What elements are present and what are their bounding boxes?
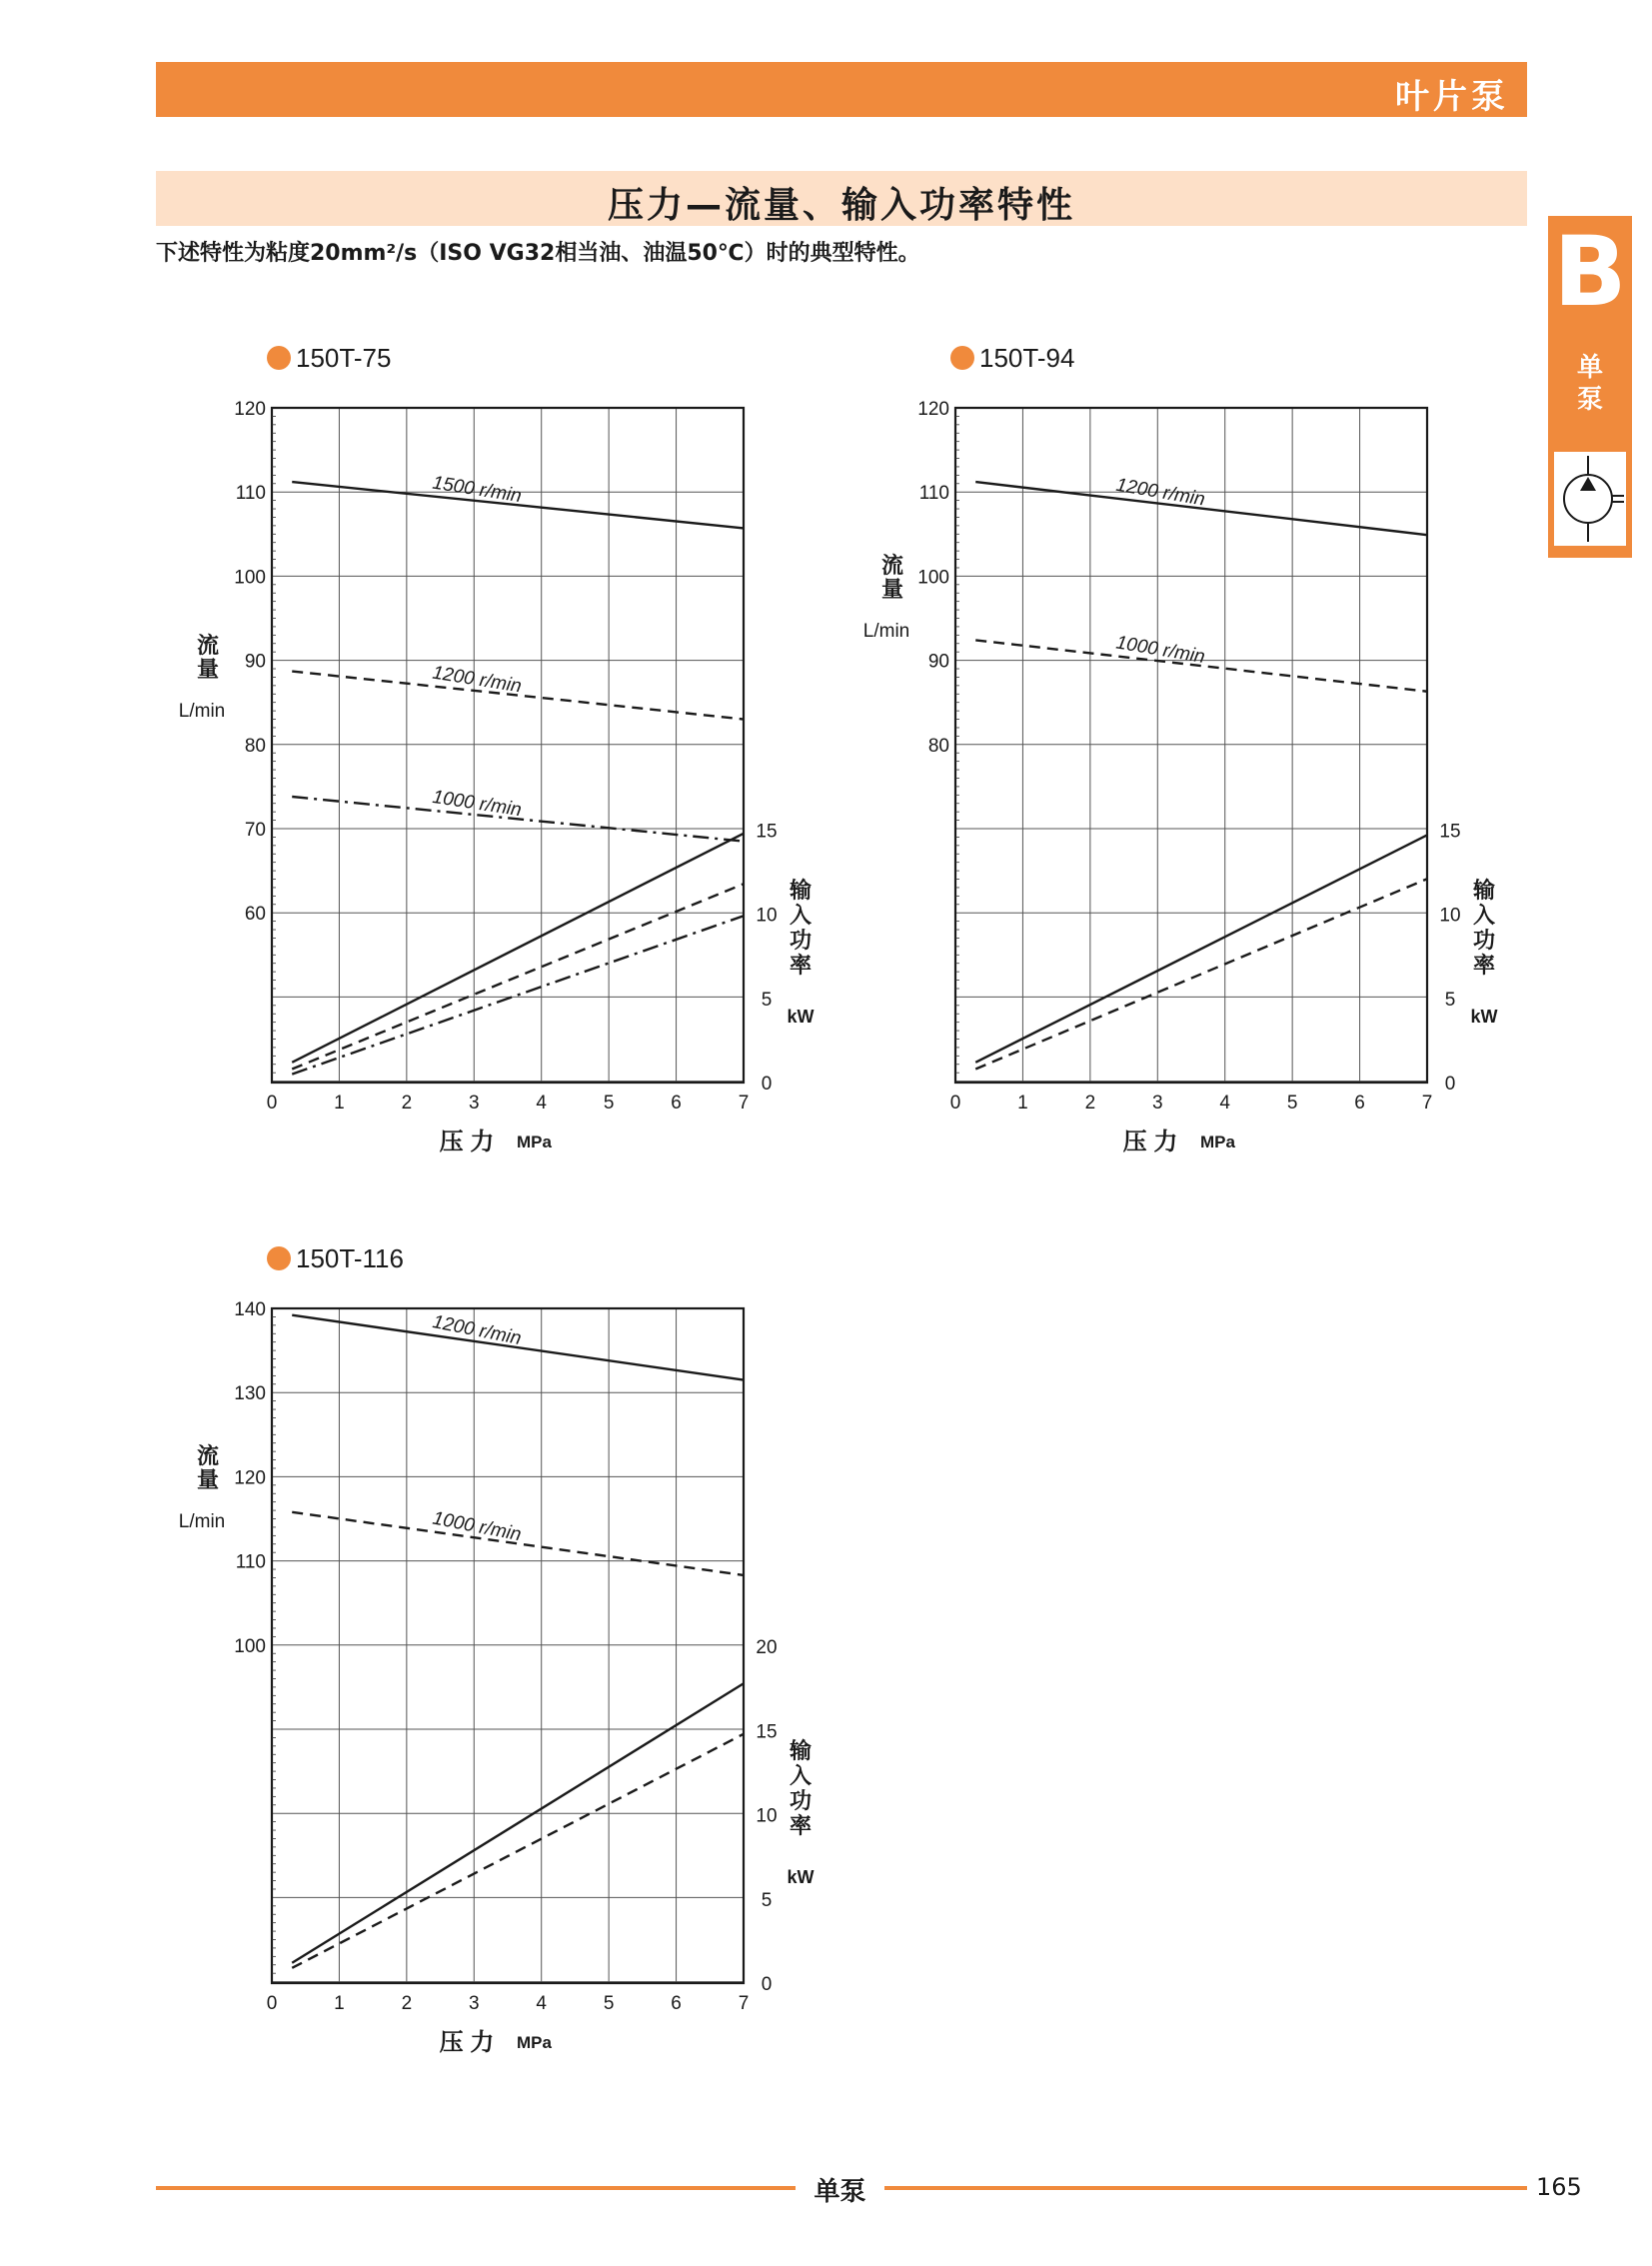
flow-tick-label: 100 bbox=[234, 1635, 266, 1657]
x-tick-label: 5 bbox=[1286, 1093, 1298, 1114]
power-tick-label: 5 bbox=[761, 1889, 773, 1911]
footer-label: 单泵 bbox=[814, 2177, 866, 2207]
x-tick-label: 7 bbox=[1421, 1093, 1433, 1114]
x-tick-label: 1 bbox=[334, 1093, 345, 1114]
x-tick-label: 2 bbox=[401, 1093, 413, 1114]
description: 下述特性为粘度20mm²/s（ISO VG32相当油、油温50℃）时的典型特性。 bbox=[156, 241, 920, 266]
flow-tick-label: 100 bbox=[234, 567, 266, 589]
x-tick-label: 2 bbox=[1084, 1093, 1096, 1114]
page-number: 165 bbox=[1536, 2173, 1582, 2201]
x-tick-label: 0 bbox=[266, 1093, 278, 1114]
flow-axis-unit: L/min bbox=[178, 1511, 226, 1532]
flow-tick-label: 110 bbox=[918, 483, 949, 505]
side-tab-label-line2: 泵 bbox=[1576, 385, 1603, 415]
x-tick-label: 3 bbox=[468, 1993, 480, 2014]
title-bullet-icon bbox=[267, 1246, 291, 1270]
plot-frame bbox=[272, 408, 744, 1083]
flow-axis-label-1: 流 bbox=[880, 553, 904, 578]
x-tick-label: 3 bbox=[468, 1093, 480, 1114]
flow-tick-label: 100 bbox=[917, 567, 949, 589]
series-label: 1200 r/min bbox=[431, 1311, 524, 1350]
series-label: 1200 r/min bbox=[1114, 474, 1207, 511]
power-axis-label-4: 率 bbox=[1472, 953, 1496, 978]
flow-axis-label-1: 流 bbox=[196, 1443, 220, 1468]
flow-axis-label-1: 流 bbox=[196, 633, 220, 658]
chart-150T-116 bbox=[179, 1243, 815, 2056]
x-tick-label: 1 bbox=[334, 1993, 345, 2014]
flow-axis-unit: L/min bbox=[178, 701, 226, 722]
power-tick-label: 10 bbox=[756, 1805, 778, 1827]
x-tick-label: 4 bbox=[536, 1993, 548, 2014]
flow-axis-label-2: 量 bbox=[196, 657, 220, 682]
power-axis-label-2: 入 bbox=[789, 1763, 813, 1788]
x-axis-label: 压 力 bbox=[1122, 1129, 1178, 1155]
series-label: 1000 r/min bbox=[431, 786, 524, 822]
title-bullet-icon bbox=[950, 346, 974, 370]
footer-rule-right bbox=[884, 2186, 1527, 2190]
flow-axis-label-2: 量 bbox=[196, 1467, 220, 1492]
x-tick-label: 0 bbox=[949, 1093, 961, 1114]
flow-axis-label-2: 量 bbox=[880, 577, 904, 602]
power-axis-unit: kW bbox=[787, 1867, 815, 1887]
x-tick-label: 4 bbox=[1219, 1093, 1231, 1114]
x-tick-label: 6 bbox=[671, 1993, 682, 2014]
power-axis-label-3: 功 bbox=[789, 1788, 813, 1813]
flow-tick-label: 120 bbox=[234, 399, 266, 420]
side-tab-label-line1: 单 bbox=[1576, 353, 1603, 383]
footer-rule-left bbox=[156, 2186, 796, 2190]
x-tick-label: 0 bbox=[266, 1993, 278, 2014]
flow-tick-label: 90 bbox=[927, 651, 949, 673]
x-tick-label: 5 bbox=[603, 1093, 615, 1114]
power-tick-label: 15 bbox=[756, 821, 778, 843]
plot-frame bbox=[272, 1308, 744, 1983]
series-label: 1200 r/min bbox=[431, 662, 524, 698]
x-axis-label: 压 力 bbox=[439, 2029, 495, 2056]
page-title: 压力—流量、输入功率特性 bbox=[607, 185, 1075, 226]
power-tick-label: 10 bbox=[756, 905, 778, 927]
power-axis-label-4: 率 bbox=[789, 953, 813, 978]
chart-title: 150T-94 bbox=[979, 343, 1075, 373]
power-axis-label-1: 输 bbox=[789, 1738, 813, 1763]
chart-150T-94 bbox=[863, 343, 1498, 1155]
power-tick-label: 0 bbox=[761, 1074, 773, 1095]
flow-tick-label: 120 bbox=[917, 399, 949, 420]
series-label: 1000 r/min bbox=[1114, 632, 1207, 669]
flow-tick-label: 110 bbox=[235, 1551, 266, 1573]
series-label: 1000 r/min bbox=[431, 1507, 524, 1546]
x-tick-label: 6 bbox=[671, 1093, 682, 1114]
power-axis-label-2: 入 bbox=[789, 903, 813, 928]
power-tick-label: 0 bbox=[761, 1974, 773, 1995]
x-tick-label: 2 bbox=[401, 1993, 413, 2014]
power-tick-label: 15 bbox=[756, 1721, 778, 1743]
plot-frame bbox=[955, 408, 1427, 1083]
chart-title: 150T-116 bbox=[296, 1243, 404, 1273]
x-tick-label: 7 bbox=[738, 1993, 750, 2014]
power-axis-label-4: 率 bbox=[789, 1813, 813, 1838]
flow-tick-label: 120 bbox=[234, 1467, 266, 1489]
x-tick-label: 4 bbox=[536, 1093, 548, 1114]
title-bullet-icon bbox=[267, 346, 291, 370]
power-axis-unit: kW bbox=[787, 1007, 815, 1027]
x-tick-label: 1 bbox=[1017, 1093, 1028, 1114]
x-tick-label: 5 bbox=[603, 1993, 615, 2014]
chart-title: 150T-75 bbox=[296, 343, 392, 373]
power-axis-label-3: 功 bbox=[789, 928, 813, 953]
power-axis-label-3: 功 bbox=[1472, 928, 1496, 953]
power-axis-unit: kW bbox=[1470, 1007, 1498, 1027]
power-axis-label-1: 输 bbox=[789, 878, 813, 903]
power-tick-label: 15 bbox=[1439, 821, 1461, 843]
power-axis-label-1: 输 bbox=[1472, 878, 1496, 903]
flow-tick-label: 60 bbox=[244, 904, 266, 926]
x-tick-label: 6 bbox=[1354, 1093, 1365, 1114]
flow-tick-label: 70 bbox=[244, 820, 266, 841]
flow-tick-label: 90 bbox=[244, 651, 266, 673]
x-axis-unit: MPa bbox=[1200, 1133, 1235, 1151]
flow-tick-label: 130 bbox=[234, 1383, 266, 1405]
flow-tick-label: 140 bbox=[234, 1299, 266, 1320]
x-tick-label: 3 bbox=[1151, 1093, 1163, 1114]
x-axis-label: 压 力 bbox=[439, 1129, 495, 1155]
flow-tick-label: 80 bbox=[927, 735, 949, 757]
power-axis-label-2: 入 bbox=[1472, 903, 1496, 928]
flow-tick-label: 110 bbox=[235, 483, 266, 505]
power-tick-label: 0 bbox=[1444, 1074, 1456, 1095]
x-tick-label: 7 bbox=[738, 1093, 750, 1114]
power-tick-label: 20 bbox=[756, 1637, 778, 1659]
x-axis-unit: MPa bbox=[517, 1133, 552, 1151]
power-tick-label: 10 bbox=[1439, 905, 1461, 927]
series-label: 1500 r/min bbox=[431, 472, 524, 508]
flow-tick-label: 80 bbox=[244, 735, 266, 757]
flow-axis-unit: L/min bbox=[862, 621, 910, 642]
power-tick-label: 5 bbox=[1444, 989, 1456, 1011]
chart-150T-75 bbox=[179, 343, 815, 1155]
section-title: 叶片泵 bbox=[1395, 77, 1509, 117]
x-axis-unit: MPa bbox=[517, 2033, 552, 2052]
side-tab-letter: B bbox=[1553, 216, 1627, 328]
power-tick-label: 5 bbox=[761, 989, 773, 1011]
